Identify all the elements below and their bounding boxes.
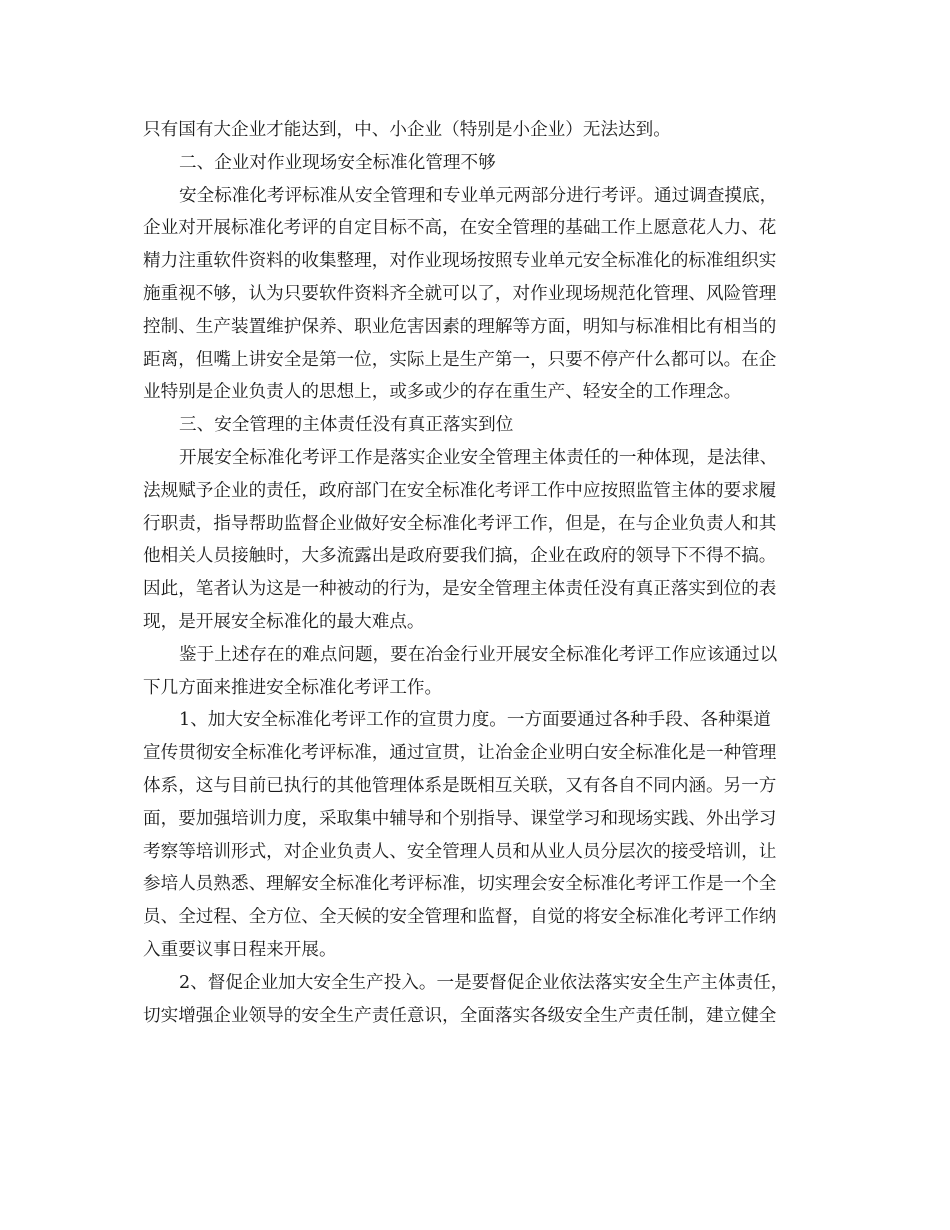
- section-heading: 三、安全管理的主体责任没有真正落实到位: [179, 415, 514, 436]
- text-line: 行职责，指导帮助监督企业做好安全标准化考评工作，但是，在与企业负责人和其: [143, 513, 777, 534]
- text-line: 2、督促企业加大安全生产投入。一是要督促企业依法落实安全生产主体责任，: [179, 972, 789, 993]
- text-line: 控制、生产装置维护保养、职业危害因素的理解等方面，明知与标准相比有相当的: [143, 316, 777, 337]
- text-line: 施重视不够，认为只要软件资料齐全就可以了，对作业现场规范化管理、风险管理: [143, 283, 777, 304]
- text-line: 考察等培训形式，对企业负责人、安全管理人员和从业人员分层次的接受培训，让: [143, 841, 777, 862]
- text-line: 现，是开展安全标准化的最大难点。: [143, 611, 425, 632]
- text-line: 企业对开展标准化考评的自定目标不高，在安全管理的基础工作上愿意花人力、花: [143, 218, 777, 239]
- text-line: 开展安全标准化考评工作是落实企业安全管理主体责任的一种体现，是法律、: [179, 447, 778, 468]
- text-line: 1、加大安全标准化考评工作的宣贯力度。一方面要通过各种手段、各种渠道: [179, 710, 771, 731]
- text-line: 距离，但嘴上讲安全是第一位，实际上是生产第一，只要不停产什么都可以。在企: [143, 349, 777, 370]
- text-line: 只有国有大企业才能达到，中、小企业（特别是小企业）无法达到。: [143, 120, 671, 140]
- text-line: 业特别是企业负责人的思想上，或多或少的存在重生产、轻安全的工作理念。: [143, 382, 742, 403]
- text-line: 因此，笔者认为这是一种被动的行为，是安全管理主体责任没有真正落实到位的表: [143, 579, 777, 600]
- section-heading: 二、企业对作业现场安全标准化管理不够: [179, 152, 496, 173]
- document-body: [143, 114, 827, 1032]
- text-line: 他相关人员接触时，大多流露出是政府要我们搞，企业在政府的领导下不得不搞。: [143, 546, 777, 567]
- text-line: 切实增强企业领导的安全生产责任意识，全面落实各级安全生产责任制，建立健全: [143, 1005, 777, 1026]
- text-line: 入重要议事日程来开展。: [143, 939, 337, 960]
- text-line: 宣传贯彻安全标准化考评标准，通过宣贯，让冶金企业明白安全标准化是一种管理: [143, 743, 777, 764]
- text-line: 精力注重软件资料的收集整理，对作业现场按照专业单元安全标准化的标准组织实: [143, 251, 777, 272]
- text-line: 员、全过程、全方位、全天候的安全管理和监督，自觉的将安全标准化考评工作纳: [143, 907, 777, 928]
- text-line: 体系，这与目前已执行的其他管理体系是既相互关联，又有各自不同内涵。另一方: [143, 775, 777, 796]
- text-line: 法规赋予企业的责任，政府部门在安全标准化考评工作中应按照监管主体的要求履: [143, 480, 777, 501]
- text-line: 安全标准化考评标准从安全管理和专业单元两部分进行考评。通过调查摸底，: [179, 185, 778, 206]
- text-line: 下几方面来推进安全标准化考评工作。: [143, 677, 443, 698]
- text-line: 参培人员熟悉、理解安全标准化考评标准，切实理会安全标准化考评工作是一个全: [143, 874, 777, 895]
- text-line: 鉴于上述存在的难点问题，要在冶金行业开展安全标准化考评工作应该通过以: [179, 644, 778, 665]
- text-line: 面，要加强培训力度，采取集中辅导和个别指导、课堂学习和现场实践、外出学习: [143, 808, 777, 829]
